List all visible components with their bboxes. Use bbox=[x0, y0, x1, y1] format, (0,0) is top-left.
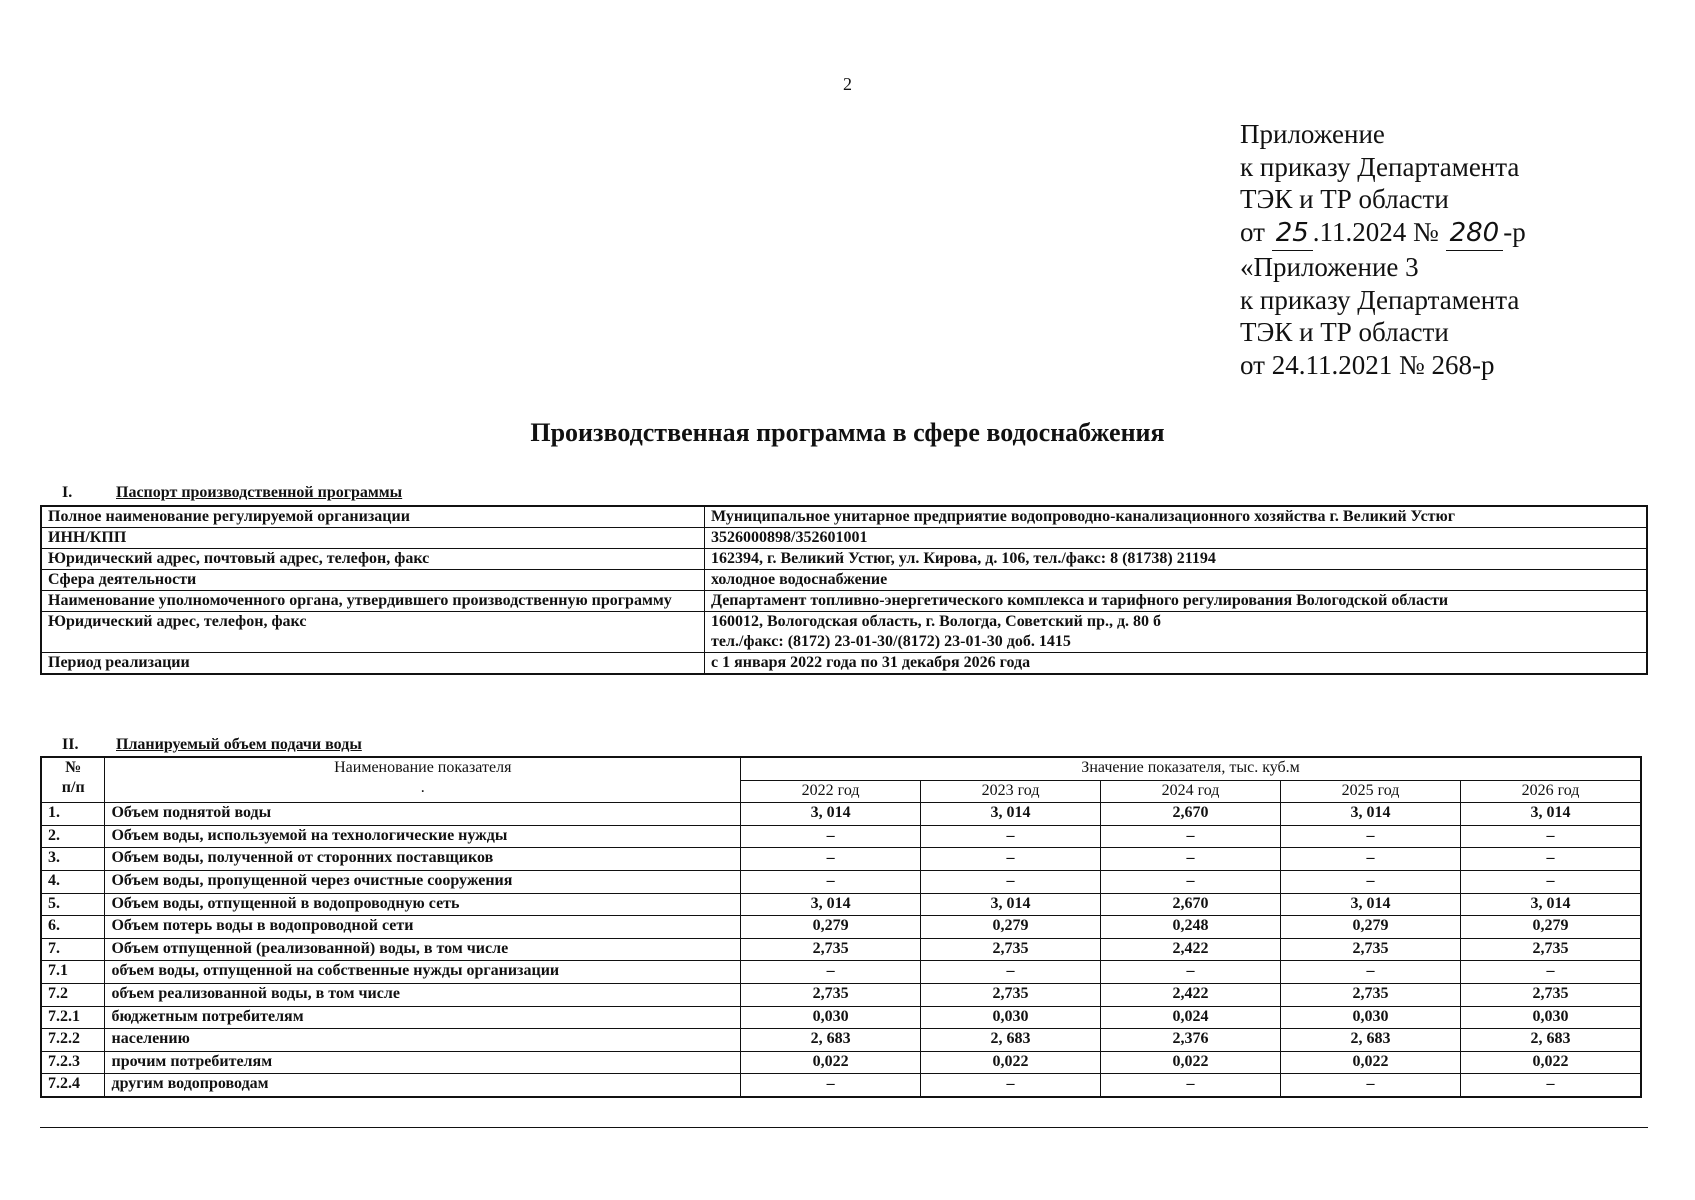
indicator-value: – bbox=[1101, 961, 1281, 984]
table-row bbox=[41, 653, 1647, 675]
appendix-line: ТЭК и ТР области bbox=[1240, 317, 1449, 348]
passport-value-line: тел./факс: (8172) 23-01-30/(8172) 23-01-30 доб. 1415 bbox=[711, 633, 1071, 650]
indicator-value: 0,022 bbox=[1281, 1051, 1461, 1074]
section-number: I. bbox=[62, 484, 73, 501]
column-header-year: 2023 год bbox=[921, 780, 1101, 803]
indicator-value: – bbox=[921, 870, 1101, 893]
appendix-line: Приложение bbox=[1240, 119, 1385, 149]
indicator-value: 3, 014 bbox=[1460, 893, 1641, 916]
table-row bbox=[41, 570, 1647, 591]
row-number: 7. bbox=[41, 938, 105, 961]
table-row bbox=[41, 549, 1647, 570]
footer-rule bbox=[40, 1127, 1648, 1128]
indicator-name: объем реализованной воды, в том числе bbox=[105, 983, 741, 1006]
indicator-value: 0,279 bbox=[921, 916, 1101, 939]
indicator-name: Объем воды, отпущенной в водопроводную сеть bbox=[105, 893, 741, 916]
passport-value: Департамент топливно-энергетического комплекса и тарифного регулирования Вологодской области bbox=[705, 591, 1648, 612]
indicator-value: 0,030 bbox=[1460, 1006, 1641, 1029]
indicator-value: 2,422 bbox=[1101, 938, 1281, 961]
header-mark: . bbox=[420, 779, 425, 796]
column-header-year: 2025 год bbox=[1281, 780, 1461, 803]
indicator-value: – bbox=[1460, 1074, 1641, 1097]
indicator-value: – bbox=[1101, 848, 1281, 871]
indicator-value: 0,030 bbox=[741, 1006, 921, 1029]
indicator-value: 2,735 bbox=[1460, 983, 1641, 1006]
indicator-value: 0,024 bbox=[1101, 1006, 1281, 1029]
indicator-value: 2, 683 bbox=[1460, 1029, 1641, 1052]
passport-value bbox=[705, 612, 1648, 653]
section-heading-volume bbox=[62, 736, 362, 754]
table-row bbox=[41, 612, 1647, 653]
appendix-order-date-line bbox=[1240, 216, 1526, 251]
table-row bbox=[41, 506, 1647, 528]
indicator-value: 3, 014 bbox=[921, 893, 1101, 916]
indicator-value: 0,022 bbox=[921, 1051, 1101, 1074]
appendix-line: от 24.11.2021 № 268-р bbox=[1240, 349, 1495, 380]
passport-value: холодное водоснабжение bbox=[705, 570, 1648, 591]
indicator-name: Объем поднятой воды bbox=[105, 803, 741, 826]
table-row bbox=[41, 803, 1641, 826]
water-volume-body bbox=[41, 803, 1641, 1097]
indicator-value: – bbox=[1101, 1074, 1281, 1097]
handwritten-order-number: 280 bbox=[1446, 217, 1504, 251]
indicator-value: – bbox=[1281, 1074, 1461, 1097]
column-header-year: 2024 год bbox=[1101, 780, 1281, 803]
indicator-value: – bbox=[1460, 825, 1641, 848]
indicator-value: 2,735 bbox=[1460, 938, 1641, 961]
table-row bbox=[41, 528, 1647, 549]
indicator-value: 0,030 bbox=[1281, 1006, 1461, 1029]
column-header-indicator bbox=[105, 757, 741, 803]
passport-label: Юридический адрес, почтовый адрес, телефон, факс bbox=[41, 549, 705, 570]
table-row bbox=[41, 938, 1641, 961]
row-number: 7.2.4 bbox=[41, 1074, 105, 1097]
column-header-year: 2022 год bbox=[741, 780, 921, 803]
row-number: 6. bbox=[41, 916, 105, 939]
passport-value-line: 160012, Вологодская область, г. Вологда, Советский пр., д. 80 б bbox=[711, 613, 1162, 630]
indicator-value: 0,022 bbox=[741, 1051, 921, 1074]
indicator-value: 2, 683 bbox=[921, 1029, 1101, 1052]
indicator-value: 0,279 bbox=[1281, 916, 1461, 939]
appendix-date-suffix: -р bbox=[1503, 217, 1526, 248]
indicator-value: 2, 683 bbox=[741, 1029, 921, 1052]
column-header-year: 2026 год bbox=[1460, 780, 1641, 803]
indicator-name: Объем воды, полученной от сторонних поставщиков bbox=[105, 848, 741, 871]
appendix-line: ТЭК и ТР области bbox=[1240, 184, 1449, 215]
indicator-value: 0,022 bbox=[1460, 1051, 1641, 1074]
row-number: 5. bbox=[41, 893, 105, 916]
row-number: 7.1 bbox=[41, 961, 105, 984]
appendix-date-mid: .11.2024 № bbox=[1312, 217, 1439, 248]
row-number: 1. bbox=[41, 803, 105, 826]
indicator-value: 2,735 bbox=[921, 938, 1101, 961]
indicator-value: – bbox=[1281, 961, 1461, 984]
passport-label: Сфера деятельности bbox=[41, 570, 705, 591]
indicator-value: – bbox=[1460, 848, 1641, 871]
table-row bbox=[41, 983, 1641, 1006]
indicator-value: – bbox=[1281, 870, 1461, 893]
row-number: 7.2.3 bbox=[41, 1051, 105, 1074]
indicator-name: другим водопроводам bbox=[105, 1074, 741, 1097]
indicator-value: 0,279 bbox=[741, 916, 921, 939]
indicator-value: 3, 014 bbox=[1281, 893, 1461, 916]
passport-value: 3526000898/352601001 bbox=[705, 528, 1648, 549]
indicator-value: 3, 014 bbox=[741, 893, 921, 916]
indicator-name: населению bbox=[105, 1029, 741, 1052]
handwritten-day: 25 bbox=[1272, 217, 1313, 251]
passport-label: ИНН/КПП bbox=[41, 528, 705, 549]
section-number: II. bbox=[62, 736, 79, 753]
indicator-value: 3, 014 bbox=[741, 803, 921, 826]
indicator-value: 2,735 bbox=[1281, 983, 1461, 1006]
table-row bbox=[41, 893, 1641, 916]
row-number: 7.2.1 bbox=[41, 1006, 105, 1029]
appendix-line: «Приложение 3 bbox=[1240, 251, 1419, 282]
section-title: Паспорт производственной программы bbox=[116, 484, 403, 501]
document-title: Производственная программа в сфере водоснабжения bbox=[530, 418, 1165, 447]
table-row bbox=[41, 1029, 1641, 1052]
table-row bbox=[41, 825, 1641, 848]
passport-table bbox=[40, 505, 1648, 675]
indicator-value: – bbox=[1460, 961, 1641, 984]
appendix-date-prefix: от bbox=[1240, 217, 1265, 248]
section-heading-passport bbox=[62, 484, 402, 502]
water-volume-table bbox=[40, 756, 1642, 1098]
row-number: 7.2 bbox=[41, 983, 105, 1006]
row-number: 7.2.2 bbox=[41, 1029, 105, 1052]
appendix-block bbox=[1240, 118, 1526, 382]
indicator-value: 0,022 bbox=[1101, 1051, 1281, 1074]
table-row bbox=[41, 591, 1647, 612]
indicator-value: – bbox=[741, 870, 921, 893]
indicator-value: 2,670 bbox=[1101, 803, 1281, 826]
indicator-value: 0,248 bbox=[1101, 916, 1281, 939]
indicator-value: 2,735 bbox=[921, 983, 1101, 1006]
indicator-name: прочим потребителям bbox=[105, 1051, 741, 1074]
table-row bbox=[41, 916, 1641, 939]
table-header-row bbox=[41, 757, 1641, 780]
passport-value: с 1 января 2022 года по 31 декабря 2026 года bbox=[705, 653, 1648, 675]
table-row bbox=[41, 961, 1641, 984]
indicator-value: – bbox=[741, 825, 921, 848]
indicator-value: – bbox=[921, 848, 1101, 871]
indicator-name: бюджетным потребителям bbox=[105, 1006, 741, 1029]
row-number: 2. bbox=[41, 825, 105, 848]
indicator-value: – bbox=[1460, 870, 1641, 893]
indicator-value: 0,279 bbox=[1460, 916, 1641, 939]
table-row bbox=[41, 1006, 1641, 1029]
indicator-value: – bbox=[1281, 848, 1461, 871]
row-number: 4. bbox=[41, 870, 105, 893]
table-row bbox=[41, 870, 1641, 893]
passport-label: Юридический адрес, телефон, факс bbox=[41, 612, 705, 653]
row-number: 3. bbox=[41, 848, 105, 871]
table-row bbox=[41, 1074, 1641, 1097]
indicator-value: 2,735 bbox=[741, 938, 921, 961]
indicator-name: Объем воды, пропущенной через очистные сооружения bbox=[105, 870, 741, 893]
table-row bbox=[41, 1051, 1641, 1074]
passport-label: Период реализации bbox=[41, 653, 705, 675]
page-number: 2 bbox=[843, 74, 852, 94]
passport-value: 162394, г. Великий Устюг, ул. Кирова, д. 106, тел./факс: 8 (81738) 21194 bbox=[705, 549, 1648, 570]
indicator-value: – bbox=[921, 1074, 1101, 1097]
section-title: Планируемый объем подачи воды bbox=[116, 736, 362, 753]
indicator-value: 3, 014 bbox=[921, 803, 1101, 826]
indicator-value: 2,422 bbox=[1101, 983, 1281, 1006]
indicator-name: Объем потерь воды в водопроводной сети bbox=[105, 916, 741, 939]
indicator-value: – bbox=[741, 1074, 921, 1097]
indicator-value: 3, 014 bbox=[1281, 803, 1461, 826]
indicator-value: – bbox=[921, 961, 1101, 984]
indicator-value: – bbox=[1101, 870, 1281, 893]
header-line: п/п bbox=[61, 779, 85, 796]
passport-value: Муниципальное унитарное предприятие водопроводно-канализационного хозяйства г. Великий Устюг bbox=[705, 506, 1648, 528]
indicator-value: 0,030 bbox=[921, 1006, 1101, 1029]
indicator-value: 2,735 bbox=[741, 983, 921, 1006]
indicator-value: – bbox=[741, 848, 921, 871]
appendix-line: к приказу Департамента bbox=[1240, 284, 1520, 315]
indicator-name: объем воды, отпущенной на собственные нужды организации bbox=[105, 961, 741, 984]
header-line: Наименование показателя bbox=[334, 759, 512, 776]
indicator-value: 2,735 bbox=[1281, 938, 1461, 961]
column-header-value-group: Значение показателя, тыс. куб.м bbox=[741, 757, 1641, 780]
indicator-value: 3, 014 bbox=[1460, 803, 1641, 826]
column-header-number bbox=[41, 757, 105, 803]
indicator-value: 2, 683 bbox=[1281, 1029, 1461, 1052]
indicator-value: 2,670 bbox=[1101, 893, 1281, 916]
passport-label: Полное наименование регулируемой организации bbox=[41, 506, 705, 528]
indicator-value: 2,376 bbox=[1101, 1029, 1281, 1052]
appendix-line: к приказу Департамента bbox=[1240, 151, 1520, 182]
indicator-value: – bbox=[741, 961, 921, 984]
indicator-value: – bbox=[1101, 825, 1281, 848]
indicator-name: Объем воды, используемой на технологические нужды bbox=[105, 825, 741, 848]
table-row bbox=[41, 848, 1641, 871]
indicator-name: Объем отпущенной (реализованной) воды, в том числе bbox=[105, 938, 741, 961]
header-line: № bbox=[65, 759, 82, 776]
indicator-value: – bbox=[921, 825, 1101, 848]
passport-label: Наименование уполномоченного органа, утвердившего производственную программу bbox=[41, 591, 705, 612]
indicator-value: – bbox=[1281, 825, 1461, 848]
